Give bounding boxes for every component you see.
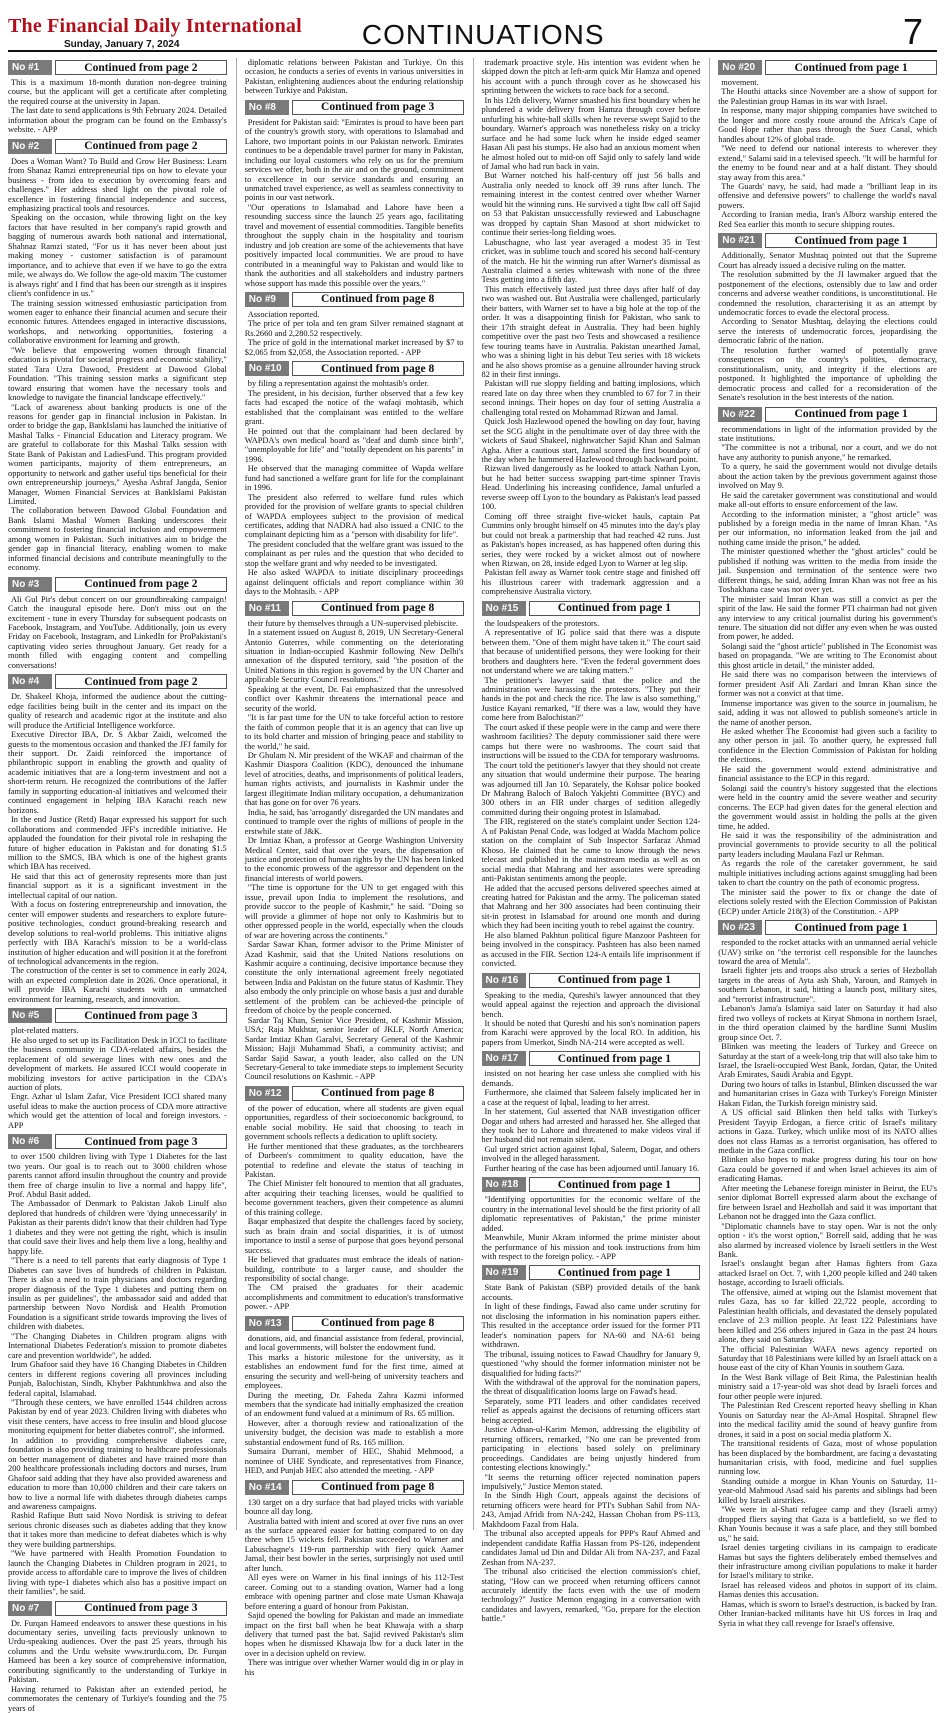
article-paragraph: "Our operations to Islamabad and Lahore have been a resounding success since the launch 25 years ago, facilitating travel and movement of essential commodities. Tangible benefits throughout the supply chain in the hospitality and tourism industry and job creation are some of the achievements that have positively impacted local communities. We are proud to have contributed in a meaningful way to Pakistan and would like to thank the authorities and all stakeholders and industry partners whose support has made this possible over the years." — [244, 202, 464, 288]
article-paragraph: He asked whether The Economist had given such a facility to any other person in jail. To another query, he expressed full confidence in the Election Commission of Pakistan for holding the elections. — [718, 727, 937, 765]
article-paragraph: "The time is opportune for the UN to get engaged with this issue, prevail upon India to implement the resolutions, and provide succor to the people of Kashmir," he said. "Doing so will provide a glimmer of hope not only to Kashmiris but to other oppressed people in the world, especially when the clouds of war are hovering across the continents." — [244, 883, 464, 940]
article-header — [718, 407, 937, 422]
article — [245, 1086, 464, 1312]
article-paragraph: Sardar Sawar Khan, former advisor to the Prime Minister of Azad Kashmir, said that the United Nations resolutions on Kashmir acquire a continuing, decisive importance because they constitute the only international agreement freely negotiated between India and Pakistan on the future status of Kashmir. They also embody the only principle on whose basis a just and durable settlement of the problem can be achieved-the principle of freedom of choice by the people concerned. — [244, 940, 464, 1016]
article-paragraph: The price of per tola and ten gram Silver remained stagnant at Rs.2660 and 2,280.52 respectively. — [244, 319, 464, 338]
article-body — [8, 1026, 227, 1130]
article-paragraph: Having returned to Pakistan after an extended period, he commemorates the centenary of Turkiye's founding and the 75 years of — [8, 1684, 227, 1713]
article — [482, 1265, 701, 1623]
article-header — [482, 973, 701, 988]
article-paragraph: In response, many major shipping companies have switched to the longer and more costly route around the Africa's Cape of Good Hope rather than pass through the Suez Canal, which handles about 12% of global trade. — [718, 106, 937, 144]
article-paragraph: by filing a representation against the mohtasib's order. — [247, 379, 429, 389]
article — [245, 292, 464, 357]
article-paragraph: With a focus on fostering entrepreneurship and innovation, the center will empower students and researchers to explore future-positive technologies, conduct ground-breaking research and develop solutions to real-world problems. This initiative aligns perfectly with IBA Karachi's mission to be a world-class institution of higher education and will position it at the forefront of technological advancements in the region. — [8, 900, 227, 966]
article-number-badge: No #2 — [8, 139, 52, 154]
article-paragraph: The minister said Imran Khan was still a convict as per the spirit of the law. He said the former PTI chairman had not given any interview to any critical journalist during his government's tenure. The situation did not differ any even when he was ousted from power, he added. — [718, 594, 937, 642]
article-paragraph: With the withdrawal of the approval for the nomination papers, the threat of disqualification looms large on Fawad's head. — [481, 1378, 701, 1397]
continued-from-label: Continued from page 2 — [55, 577, 227, 592]
article-number-badge: No #22 — [718, 407, 762, 422]
article-body — [8, 1619, 227, 1713]
article-paragraph: Israel's onslaught began after Hamas fighters from Gaza attacked Israel on Oct. 7, with 1,200 people killed and 240 taken hostage, according to Israeli officials. — [718, 1259, 937, 1288]
article-paragraph: The construction of the center is set to commence in early 2024, with an expected completion date in 2026. Once operational, it will provide IBA Karachi students with an unmatched environment for learning, research, and innovation. — [8, 966, 227, 1004]
article — [245, 361, 464, 596]
article-header — [718, 60, 937, 75]
masthead — [8, 6, 937, 52]
article-header — [718, 920, 937, 935]
article-paragraph: The president concluded that the welfare grant was issued to the complainant as per rules and the question that who decided to stop the welfare grant and why needed to be investigated. — [244, 539, 464, 568]
column-3 — [473, 58, 701, 1624]
article — [8, 139, 227, 573]
article-paragraph: Lebanon's Jama'a Islamiya said later on Saturday it had also fired two volleys of rockets at Kiryat Shmona in northern Israel, in the third operation claimed by the hardline Sunni Muslim group since Oct. 7. — [718, 1004, 937, 1042]
continued-from-label: Continued from page 8 — [292, 361, 464, 376]
article-paragraph: The training session witnessed enthusiastic participation from women eager to enhance their financial acumen and secure their economic futures. Attendees engaged in interactive discussions, workshops, and networking opportunities, fostering a collaborative environment for learning and growth. — [8, 298, 227, 346]
article-paragraph: "There is a need to tell parents that early diagnosis of Type 1 Diabetes can save lives of hundreds of children in Pakistan. There is also a need to train physicians and doctors regarding proper diagnosis of the Type 1 diabetes and putting them on insulin as per guidelines", the ambassador said and added that partnership between Novo Nordisk and Health Promotion Foundation is a significant stride towards improving the lives of children with diabetes. — [8, 1256, 227, 1332]
article-number-badge: No #13 — [245, 1316, 289, 1331]
article — [8, 60, 227, 135]
article-number-badge: No #15 — [482, 601, 526, 616]
article-paragraph: The tribunal also criticised the election commission's chief, stating, "How can we proceed when returning officers cannot accurately identify the facts even with the use of modern technology?" Justice Memon engaging in a conversation with candidates and lawyers, remarked, "Go, prepare for the election battle." — [481, 1567, 701, 1624]
article-paragraph: Israeli fighter jets and troops also struck a series of Hezbollah targets in the areas of Ayta ash Shab, Yaroun, and Ramyeh in southern Lebanon, it said, hitting a launch post, military sites, and "terrorist infrastructure". — [718, 966, 937, 1004]
continued-from-label: Continued from page 1 — [529, 1051, 701, 1066]
article-paragraph: Furthermore, she claimed that Saleem falsely implicated her in a case at the request of Iqbal, leading to her arrest. — [481, 1088, 701, 1107]
article-number-badge: No #23 — [718, 920, 762, 935]
article-paragraph: Speaking at the event, Dr. Fai emphasized that the unresolved conflict over Kashmir threatens the international peace and security of the world. — [244, 684, 464, 713]
article-paragraph: But Warner notched his half-century off just 56 balls and Australia only needed to knock off 39 runs after lunch. The remaining interest in the contest centred over whether Warner would hit the winning runs. He survived a tight lbw call off Sajid on 53 that Pakistan unsuccessfully reviewed and Labuschagne was dropped by captain Shan Masood at short midwicket to continue their series-long fielding woes. — [481, 171, 701, 238]
continued-from-label: Continued from page 8 — [292, 1480, 464, 1495]
article — [245, 1316, 464, 1476]
article-paragraph: The transitional residents of Gaza, most of whose population has been displaced by the bombardment, are facing a devastating humanitarian crisis, with food, medicine and fuel supplies running low. — [718, 1439, 937, 1477]
article-paragraph: The Guards' navy, he said, had made a "brilliant leap in its offensive and defensive powers" to challenge the world's naval powers. — [718, 181, 937, 210]
article-number-badge: No #6 — [8, 1134, 52, 1149]
article — [245, 100, 464, 288]
article-paragraph: Standing outside a morgue in Khan Younis on Saturday, 11-year-old Mahmoud Asad said his parents and siblings had been killed by Israeli airstrikes. — [718, 1476, 937, 1505]
article-paragraph: During the meeting, Dr. Faheda Zahra Kazmi informed members that the syndicate had initially emphasized the creation of an endowment fund valued at a minimum of Rs. 65 million. — [244, 1390, 464, 1419]
article — [8, 674, 227, 1004]
article-paragraph: To a query, he said the government would not divulge details about the action taken by the previous government against those involved on May 9. — [718, 462, 937, 491]
article-body — [482, 1283, 701, 1623]
column-4 — [709, 58, 937, 1628]
article-paragraph: Solangi said the country's history suggested that the elections were held in the country amid the severe weather and security concerns. The ECP had given dates for the general election and the government would assist in holding the polls at the given time, he added. — [718, 783, 937, 831]
article — [718, 920, 937, 1628]
article-paragraph: Irum Ghafoor said they have 16 Changing Diabetes in Children centers in different regions covering all provinces including Punjab, Balochistan, Sindh, Khyber Pakhtunkhwa and also the federal capital, Islamabad. — [8, 1360, 227, 1398]
article-paragraph: This marks a historic milestone for the university, as it establishes an endowment fund for the first time, aimed at ensuring the security and well-being of university teachers and employees. — [244, 1352, 464, 1391]
article-paragraph: He said it was the responsibility of the administration and provincial governments to provide security to all the political party leaders including Maulana Fazl ur Rehman. — [718, 830, 937, 859]
article-header — [482, 1051, 701, 1066]
article-header — [8, 1601, 227, 1616]
article-number-badge: No #17 — [482, 1051, 526, 1066]
continued-from-label: Continued from page 8 — [292, 1316, 464, 1331]
article-body — [8, 692, 227, 1004]
article — [482, 973, 701, 1048]
article-paragraph: diplomatic relations between Pakistan and Turkiye. On this occasion, he conducts a series of events in various universities in Pakistan, enlightening audiences about the enduring relationship between Turkiye and Pakistan. — [244, 58, 464, 96]
article-paragraph: Sumaira Durrani, member of HEC, Shahid Mehmood, a nominee of UHE Syndicate, and representatives from Finance, HED, and Punjab HEC also attended the meeting. - APP — [244, 1447, 464, 1476]
article — [245, 1480, 464, 1678]
article-number-badge: No #14 — [245, 1480, 289, 1495]
article-body — [718, 938, 937, 1628]
article-header — [245, 361, 464, 376]
article-paragraph: It should be noted that Qureshi and his son's nomination papers from Karachi were approved by the local RO. In addition, his papers from Umerkot, Sindh NA-214 were accepted as well. — [481, 1018, 701, 1047]
article — [8, 1134, 227, 1596]
article-paragraph: This is a maximum 18-month duration non-degree training course, but the applicant will get a certificate after completing the required course at the university in Japan. — [8, 78, 227, 106]
article-body — [245, 1104, 464, 1312]
article — [245, 58, 464, 96]
continued-from-label: Continued from page 1 — [765, 920, 937, 935]
continued-from-label: Continued from page 2 — [55, 60, 227, 75]
article-number-badge: No #10 — [245, 361, 289, 376]
article-paragraph: the loudspeakers of the protestors. — [484, 618, 600, 628]
article-paragraph: President for Pakistan said: "Emirates is proud to have been part of the country's growth story, with operations to Islamabad and Lahore, two important points in our Pakistan network. Emirates continues to be a dependable travel partner for many in Pakistan, including our loyal customers who rely on us for the premium services we offer, both in the air and on the ground, commitment to excellence in our service standards and ensuring an unmatched travel experience, as well as seamless connectivity to points in our vast network. — [244, 117, 464, 203]
article-body — [8, 157, 227, 573]
article-header — [482, 601, 701, 616]
article-paragraph: Coming off three straight five-wicket hauls, captain Pat Cummins only brought himself on 45 minutes into the day's play but could not break a partnership that had reached 42 runs. Just as Pakistan's hopes increased, as has happened often during this series, they were rocked by a wicket almost out of nowhere when Rizwan, on 28, inside edged Lyon to Warner at leg slip. — [481, 511, 701, 569]
article-paragraph: plot-related matters. — [11, 1026, 79, 1036]
article-paragraph: Sajid opened the bowling for Pakistan and made an immediate impact on the first ball when he beat Khawaja with a sharp delivery that turned past the bat. Sajid revived Pakistan's slim hopes when he dismissed Khawaja lbw for a duck later in the over in a decision upheld on review. — [244, 1611, 464, 1658]
article-paragraph: Further hearing of the case has been adjourned until January 16. — [484, 1163, 700, 1173]
article-paragraph: In light of these findings, Fawad also came under scrutiny for not disclosing the information in his nomination papers either. This resulted in the acceptance order issued for the former PTI leader's nomination papers for NA-60 and NA-61 being withdrawn. — [481, 1302, 701, 1350]
article-paragraph: In the West Bank village of Beit Rima, the Palestinian health ministry said a 17-year-old was shot dead by Israeli forces and four other people were injured. — [718, 1372, 937, 1401]
article-paragraph: The president, in his decision, further observed that a few key facts had escaped the notice of the wafaqi mohtasib, which established that the complainant was entitled to the welfare grant. — [244, 388, 464, 427]
article-body — [482, 619, 701, 969]
article-paragraph: Association reported. — [247, 309, 320, 319]
article-paragraph: Engr. Azhar ul Islam Zafar, Vice President ICCI shared many useful ideas to make the auction process of CDA more attractive which would get the attention of local and foreign investors. - APP — [8, 1092, 227, 1130]
article-number-badge: No #12 — [245, 1086, 289, 1101]
article-paragraph: However, after a thorough review and rationalization of the university budget, the decision was made to establish a more substantial endowment fund of Rs. 165 million. — [244, 1418, 464, 1447]
article-paragraph: He pointed out that the complainant had been declared by WAPDA's own medical board as "deaf and dumb since birth", "unemployable for life" and "totally dependent on his parents" in 1996. — [244, 426, 464, 464]
article-paragraph: The minister questioned whether the "ghost articles" could be published if nothing was written to the media from inside the jail. Suspension and termination of the sentence were two different things, he said, adding Imran Khan was not free as his Toshakhana case was not over yet. — [718, 547, 937, 595]
article-header — [482, 1265, 701, 1280]
article-paragraph: "Through these centers, we have enrolled 1544 children across Pakistan by end of year 2023. Children living with diabetes who visit these centers, have access to free insulin and blood glucose monitoring equipment for better diabetes control", she informed. — [8, 1398, 227, 1436]
continued-from-label: Continued from page 2 — [55, 674, 227, 689]
continued-from-label: Continued from page 2 — [55, 139, 227, 154]
article-paragraph: Sardar Taj Khan, Senior Vice President, of Kashmir Mission, USA; Raja Mukhtar, senior leader of JKLF, North America; Sardar Imtiaz Khan Garalvi, Secretary General of the Kashmir Mission; Hajji Muhammad Shafi, a community activist; and Sardar Sajid Sawar, a youth leader, also called on the UN Secretary-General to take immediate steps to implement Security Council resolutions on Kashmir. - APP — [244, 1015, 464, 1082]
article-paragraph: "It seems the returning officer rejected nomination papers impulsively," Justice Memon stated. — [481, 1472, 701, 1491]
article-paragraph: The collaboration between Dawood Global Foundation and Bank Islami Mashal Women Banking underscores their commitment to fostering financial inclusion and empowerment among women in Pakistan. Such initiatives aim to bridge the gender gap in financial literacy, enabling women to make informed financial decisions and contribute meaningfully to the economy. — [8, 506, 227, 573]
article — [8, 1601, 227, 1713]
article — [718, 233, 937, 402]
continued-from-label: Continued from page 3 — [292, 100, 464, 115]
article-paragraph: Gul urged strict action against Iqbal, Saleem, Dogar, and others involved in the alleged harassment. — [481, 1144, 701, 1164]
article — [482, 58, 701, 597]
article-paragraph: The resolution further warned of potentially grave consequences on the country's polities, democracy, constitutionalism, unity, and integrity if the elections are postponed. It highlighted the importance of upholding the democratic process and called for a reconsideration of the Senate's resolution in the best interests of the nation. — [718, 345, 937, 403]
article-paragraph: He observed that the managing committee of Wapda welfare fund had sanctioned a welfare grant for life for the complainant in 1996. — [244, 464, 464, 493]
article-header — [245, 292, 464, 307]
article-paragraph: "The committee is not a tribunal, nor a court, and we do not have any authority to punish anyone," he remarked. — [718, 443, 937, 462]
article-header — [245, 1086, 464, 1101]
article-header — [8, 139, 227, 154]
article-paragraph: As regards the role of the caretaker government, he said multiple initiatives including actions against smuggling had been taken to chart the country on the path of economic progress. — [718, 859, 937, 888]
article-number-badge: No #11 — [245, 601, 289, 616]
article-paragraph: The offensive, aimed at wiping out the Islamist movement that rules Gaza, has so far killed 22,722 people, according to Palestinian health officials, and devastated the densely populated enclave of 2.3 million people. At least 122 Palestinians have been killed and 256 others injured in Gaza in the past 24 hours alone, they said on Saturday. — [718, 1287, 937, 1345]
article-paragraph: The price of gold in the international market increased by $7 to $2,065 from $2,058, the Association reported. - APP — [244, 338, 464, 357]
article-number-badge: No #4 — [8, 674, 52, 689]
article-paragraph: After meeting the Lebanese foreign minister in Beirut, the EU's senior diplomat Borrell expressed alarm about the exchange of fire between Israel and Hezbollah and said it was important that Lebanon not be dragged into the Gaza conflict. — [718, 1183, 937, 1222]
article-paragraph: insisted on not hearing her case unless she complied with his demands. — [481, 1069, 701, 1088]
article-number-badge: No #3 — [8, 577, 52, 592]
article-paragraph: The court asked if these people were in the camp and were there washroom facilities? The deputy commissioner said there were camps but there were no washrooms. The court said that instructions will be issued to the CDA for temporary washrooms. — [481, 722, 701, 761]
article-paragraph: Additionally, Senator Mushtaq pointed out that the Supreme Court has already issued a decisive ruling on the matter. — [718, 251, 937, 270]
column-1 — [8, 58, 227, 1713]
article-paragraph: State Bank of Pakistan (SBP) provided details of the bank accounts. — [481, 1283, 701, 1302]
article-header — [8, 577, 227, 592]
article-body — [8, 595, 227, 671]
article-number-badge: No #9 — [245, 292, 289, 307]
article-number-badge: No #8 — [245, 100, 289, 115]
article-paragraph: The resolution submitted by the JI lawmaker argued that the postponement of the elections, ostensibly due to law and order concerns and adverse weather conditions, is unconstitutional. He condemned the resolution, characterising it as an attempt by undemocratic forces to evade the electoral process. — [718, 270, 937, 317]
article-paragraph: Pakistan will rue sloppy fielding and batting implosions, which reared late on day three when they crumbled to 67 for 7 in their second innings. Their hopes on day four of setting Australia a challenging total rested on Mohammad Rizwan and Jamal. — [481, 379, 701, 417]
article-paragraph: In his 12th delivery, Warner smashed his first boundary when he plundered a wide delivery from Hamza through cover before unfurling his white-ball skills when he reverse swept Sajid to the boundary. Warner's approach was nonetheless risky on a tricky surface and he had some luck when he inside edged seamer Hasan Ali past his stumps. He also had an anxious moment when he almost holed out to mid-on off Sajid only to safely land wide of Jamal who had run back in vain. — [481, 95, 701, 171]
article — [482, 1051, 701, 1173]
article-paragraph: He said the caretaker government was constitutional and would make all-out efforts to ensure enforcement of the law. — [718, 490, 937, 510]
article-paragraph: In her statement, Gul asserted that NAB investigation officer Dogar and others had arrested and harassed her. She alleged that they took her to Lahore and threatened to make videos viral if her husband did not remain silent. — [481, 1107, 701, 1145]
article-paragraph: Israel has released videos and photos in support of its claim. Hamas denies this accusation. — [718, 1580, 937, 1600]
article-paragraph: The court told the petitioner's lawyer that they should not create any situation that would undermine their purpose. The hearing was adjourned till Jan 10. Separately, the Kohsar police booked Dr Mahrang Baloch of Baloch Yakjehti Committee (BYC) and 300 others in an FIR under charges of sedition allegedly committed during their ongoing protest in Islamabad. — [481, 760, 701, 817]
article-paragraph: "We believe that empowering women through financial education is pivotal for societal progress and economic stability," stated Tara Uzra Dawood, President at Dawood Global Foundation. "This training session marks a significant step toward ensuring that women have the necessary tools and knowledge to navigate the financial landscape effectively." — [8, 345, 227, 403]
article-body — [245, 58, 464, 96]
article-header — [245, 601, 464, 616]
article-number-badge: No #5 — [8, 1008, 52, 1023]
article-paragraph: He also urged to set up its Facilitation Desk in ICCI to facilitate the business community in CDA-related affairs, besides the replacement of old sewerage lines with new ones and the development of markets. He assured ICCI would cooperate in mobilizing investors for active participation in the CDA's auction of plots. — [8, 1035, 227, 1092]
article-body — [245, 379, 464, 596]
continued-from-label: Continued from page 8 — [292, 601, 464, 616]
article-paragraph: This match effectively lasted just three days after half of day two was washed out. But Australia were challenged, particularly their batters, with Warner set to have a big hole at the top of the order. It was a disappointing finish for Pakistan, who sank to their 17th straight defeat in Australia. They had been highly competitive over the past two Tests and showcased a resilience few touring teams have in Australia. Pakistan unearthed Jamal, who was a shining light in his debut Test series with 18 wickets and he also shows promise as a genuine allrounder having struck 82 in their first innings. — [481, 284, 701, 379]
article-paragraph: Justice Adnan-ul-Karim Memon, addressing the eligibility of returning officers, remarked, "No one can be prevented from participating in elections based solely on preliminary proceedings. Candidates are being unjustly hindered from contesting elections knowingly." — [481, 1425, 701, 1473]
article-paragraph: "Identifying opportunities for the economic welfare of the country in the international level should be the first priority of all diplomatic representatives of Pakistan," the prime minister added. — [481, 1195, 701, 1233]
article-paragraph: Hamas, which is sworn to Israel's destruction, is backed by Iran. Other Iranian-backed militants have hit US forces in Iraq and Syria in what they call revenge for Israel's offensive. — [718, 1599, 937, 1628]
article-paragraph: Pakistan fell away as Warner took centre stage and finished off his illustrious career with trademark aggression and a comprehensive Australia victory. — [481, 568, 701, 597]
article-body — [482, 1195, 701, 1261]
article-paragraph: "We have partnered with Health Promotion Foundation to launch the Changing Diabetes in Children program in 2021, to provide access to affordable care to improve the lives of children living with type-1 diabetes which also has a positive impact on their families", he said. — [8, 1549, 227, 1597]
article-paragraph: Dr. Shakeel Khoja, informed the audience about the cutting-edge facilities being built in the center and its impact on the quality of research and academic rigor at the institute and also will produce the Artificial Intelligence workforce. — [8, 692, 227, 730]
article-paragraph: Speaking on the occasion, while throwing light on the key factors that have resulted in her company's rapid growth and bagging of numerous awards both national and international, Shahnaz Ramzi stated, "For us it has never been about just making money - customer satisfaction is of paramount importance, and to achieve that even if we have to go the extra mile, we always do. We follow the age-old maxim 'The customer is always right' and I find that has been our strength as it inspires client's confidence in us." — [8, 213, 227, 299]
article-paragraph: "It is far past time for the UN to take forceful action to restore the faith of common people that it is an agency that can live up to its bold charter and mission of bringing peace and stability to the world," he said. — [244, 713, 464, 751]
continued-from-label: Continued from page 1 — [529, 1177, 701, 1192]
article-number-badge: No #16 — [482, 973, 526, 988]
article-number-badge: No #20 — [718, 60, 762, 75]
article-paragraph: Dr Imtiaz Khan, a professor at George Washington University Medical Center, said that over the years, the dispensation of justice and protection of human rights by the UN has been linked to the economic prowess of the aggressor and dependent on the financial interests of world powers. — [244, 836, 464, 883]
article-body — [482, 1069, 701, 1173]
article-paragraph: Israel denies targeting civilians in its campaign to eradicate Hamas but says the fighters deliberately embed themselves and their infrastructure among civilian populations to make it harder for Israel's military to strike. — [718, 1543, 937, 1581]
article — [245, 601, 464, 1082]
article-paragraph: All eyes were on Warner in his final innings of his 112-Test career. Coming out to a standing ovation, Warner had a long embrace with opening partner and close mate Usman Khawaja before entering a guard of honour from Pakistan. — [244, 1573, 464, 1611]
article-paragraph: "The Changing Diabetes in Children program aligns with International Diabetes Federation's mission to promote diabetes care and prevention worldwide", he added. — [8, 1331, 227, 1360]
article-paragraph: Blinken was meeting the leaders of Turkey and Greece on Saturday at the start of a week-long trip that will also take him to Israel, the Israeli-occupied West Bank, Jordan, Qatar, the United Arab Emirates, Saudi Arabia and Egypt. — [718, 1042, 937, 1080]
article-paragraph: Does a Woman Want? To Build and Grow Her Business: Learn from Shanaz Ramzi entrepreneurial tips on how to elevate your business - from idea to execution by overcoming fears and challenges." Her address shed light on the pivotal role of excellence in fostering financial independence and success, emphasizing practical tools and resources. — [8, 156, 227, 213]
article-paragraph: He added that the accused persons delivered speeches aimed at creating hatred for Pakistan and the army. The policeman stated that Mahrang and her 300 associates had been continuing their sit-in protest in Islamabad for around one month and during which they had been inciting youth to rebel against the country. — [481, 883, 701, 931]
article-paragraph: According to Senator Mushtaq, delaying the elections could serve the interests of undemocratic forces, jeopardising the democratic fabric of the nation. — [718, 317, 937, 346]
article-paragraph: recommendations in light of the information provided by the state institutions. — [718, 424, 937, 443]
columns — [8, 58, 937, 1713]
article — [482, 601, 701, 969]
article-header — [245, 100, 464, 115]
article-paragraph: "Lack of awareness about banking products is one of the reasons for gender gap in financial inclusion in Pakistan. In order to bridge the gap, BankIslami has launched the initiative of Mashal Talks - Financial Education and Literacy program. We are grateful to collaborate for this Mashal Talks session with State Bank of Pakistan and LadiesFund. This program provided women participants, majority of them entrepreneurs, an opportunity to network and gather useful tips beneficial for their own entrepreneurship journeys," Ayesha Ashraf Jangda, Senior Manager, Women Financial Services at BankIslami Pakistan Limited. — [8, 402, 227, 507]
article-paragraph: Speaking to the media, Qureshi's lawyer announced that they would appeal against the rejection and approach the divisional bench. — [481, 990, 701, 1019]
article-paragraph: Dr. Furqan Hameed endeavors to answer these questions in his documentary series, unveiling facts previously unknown to Urdu-speaking audiences. Over the past 25 years, through his columns and the Urdu website www.trurdu.com, Dr. Furqan Hameed has been a key source of comprehensive information, contributing significantly to the understanding of Turkiye in Pakistan. — [8, 1618, 227, 1685]
article-paragraph: Rizwan lived dangerously as he looked to attack Nathan Lyon, but he had better success swapping part-time spinner Travis Head. Underlining his increasing confidence, Jamal unfurled a reverse sweep off Lyon to the boundary as Pakistan's lead passed 100. — [481, 464, 701, 512]
article-paragraph: A US official said Blinken then held talks with Turkey's President Tayyip Erdogan, a fierce critic of Israel's military actions in Gaza. Turkey, which unlike most of its NATO allies does not class Hamas as a terrorist organisation, has offered to mediate in the Gaza conflict. — [718, 1108, 937, 1156]
article-body — [245, 1334, 464, 1476]
article-paragraph: "We need to defend our national interests to wherever they extend," Salami said in a televised speech. "It will be harmful for the enemy to be found near and at a half distant. They should stay away from this area." — [718, 144, 937, 182]
page-number: 7 — [902, 11, 923, 52]
article-paragraph: The official Palestinian WAFA news agency reported on Saturday that 18 Palestinians were killed by an Israeli attack on a house east of the city of Khan Younis in southern Gaza. — [718, 1344, 937, 1373]
article-body — [245, 1498, 464, 1678]
article-number-badge: No #19 — [482, 1265, 526, 1280]
article-paragraph: 130 target on a dry surface that had played tricks with variable bounce all day long. — [244, 1497, 464, 1517]
article-paragraph: In the Sindh High Court, appeals against the decisions of returning officers were heard for PTI's Subhan Sahil from NA-243, Amjad Afridi from NA-242, Hassan Chohan from PS-113, Makhdoom Fazal from Hala. — [481, 1491, 701, 1529]
continued-from-label: Continued from page 8 — [292, 292, 464, 307]
article-paragraph: Baqar emphasized that despite the challenges faced by society, such as brain drain and social disparities, it is of utmost importance to instil a sense of purpose that goes beyond personal success. — [244, 1217, 464, 1255]
article-paragraph: Dr Ghulam N. Mir president of the WKAF and chairman of the Kashmir Diaspora Coalition (KDC), denounced the inhumane level of atrocities, deaths, and imprisonments of political leaders, human rights activists, and journalists in Kashmir under the largest illegitimate Indian military occupation, a dehumanization that has gone on for over 76 years. — [244, 751, 464, 808]
article-paragraph: A representative of IG police said that there was a dispute between them. "One of them might have taken it." The court said that because of unidentified persons, they were looking for their brothers and daughters here. "Even the federal government does not understand where we are taking matters." — [481, 628, 701, 676]
article-paragraph: Solangi said the "ghost article" published in The Economist was based on propaganda. "We are writing to The Economist about this ghost article in detail," the minister added. — [718, 641, 937, 670]
article-body — [718, 78, 937, 229]
article-paragraph: According to the information minister, a "ghost article" was published by a foreign media in the name of Imran Khan. "As per our information, no information leaked from the jail and nothing came inside the prison," he added. — [718, 509, 937, 547]
article-paragraph: He believed that graduates must embrace the ideals of nation-building, contribute to a larger cause, and shoulder the responsibility of social change. — [244, 1255, 464, 1284]
article-paragraph: The FIR, registered on the state's complaint under Section 124-A of Pakistan Penal Code, was lodged at Wadda Machom police station on the complaint of Sub Inspector Sarfaraz Ahmad Khoso. He claimed that he came to know through the news telecast and published in the mainstream media as well as on social media that Mahrang and her associates were spreading anti-Pakistan sentiments among the people. — [481, 817, 701, 884]
article-paragraph: Australia batted with intent and scored at over five runs an over as the surface appeared easier for batting compared to on day three when 15 wickets fell. Pakistan succeeded to Warner and Labuschagne's 119-run partnership with fiery quick Aamer Jamal, their best bowler in the series, surprisingly not used until after lunch. — [244, 1516, 464, 1573]
continued-from-label: Continued from page 3 — [55, 1601, 227, 1616]
continued-from-label: Continued from page 3 — [55, 1008, 227, 1023]
article-paragraph: According to Iranian media, Iran's Alborz warship entered the Red Sea earlier this month to secure shipping routes. — [718, 210, 937, 229]
article-paragraph: The Ambassador of Denmark to Pakistan Jakob Linulf also deplored that hundreds of children were 'dying unnecessarily' in Pakistan as their parents didn't know that their children had Type 1 diabetes and they were not getting the right, which is insulin that could save their lives and help them live a long, healthy and happy life. — [8, 1199, 227, 1256]
article-body — [245, 310, 464, 357]
article-paragraph: He said the government would extend administrative and financial assistance to the ECP in this regard. — [718, 764, 937, 784]
article-body — [8, 1152, 227, 1596]
article-paragraph: trademark proactive style. His intention was evident when he skipped down the pitch at left-arm quick Mir Hamza and opened his account with a punch through cover as he showcased his sprinting between the wickets to race back for a second. — [481, 58, 701, 96]
article-paragraph: He also blamed Pakhtun political figure Manzoor Pashteen for being involved in the conspiracy. Pashteen has also been named as accused in the FIR. Section 124-A entails life imprisonment if convicted. — [481, 930, 701, 969]
continued-from-label: Continued from page 3 — [55, 1134, 227, 1149]
article-paragraph: He further mentioned that these graduates, as the torchbearers of Durbeen's commitment to quality education, have the potential to redefine and elevate the status of teaching in Pakistan. — [244, 1141, 464, 1180]
masthead-left — [8, 16, 302, 50]
continued-from-label: Continued from page 8 — [292, 1086, 464, 1101]
article-paragraph: Rashid Rafique Butt said Novo Nordisk is striving to defeat serious chronic diseases such as diabetes adding that they know that it takes more than medicine to defeat diabetes which is why they were building partnerships. — [8, 1511, 227, 1549]
issue-date: Sunday, January 7, 2024 — [64, 39, 180, 50]
paper-name: The Financial Daily International — [8, 15, 302, 37]
article-paragraph: "Diplomatic channels have to stay open. War is not the only option - it's the worst option," Borrell said, adding that he was also alarmed by increased violence by Israeli settlers in the West Bank. — [718, 1221, 937, 1260]
article-paragraph: Ali Gul Pir's debut concert on our groundbreaking campaign! Catch the inaugural episode here. Don't miss out on the excitement - tune in every Thursday for subsequent podcasts on Facebook, Instagram, and YouTube. Additionally, join us every Friday on Facebook, Instagram, and LinkedIn for ProPakistani's captivating video series throughout January. Get ready for a month filled with engaging content and compelling conversations! — [8, 594, 227, 670]
article — [718, 407, 937, 917]
article-paragraph: In the end Justice (Retd) Baqar expressed his support for such collaborations and commended JFF's incredible initiative. He applauded the foundation for their pivotal role in reshaping the future of higher education in Pakistan and for donating $1.5 million to the SMCS, IBA which is one of the highest grants which IBA has received. — [8, 815, 227, 872]
article-paragraph: Immense importance was given to the source in journalism, he said, adding it was not allowed to publish someone's article in the name of another person. — [718, 698, 937, 727]
article-paragraph: The Chief Minister felt honoured to mention that all graduates, after acquiring their teaching licenses, would be qualified to become government teachers, given their competence as alumni of this training college. — [244, 1179, 464, 1217]
article-number-badge: No #21 — [718, 233, 762, 248]
article-body — [482, 58, 701, 597]
article-body — [718, 251, 937, 402]
article-paragraph: He said that this act of generosity represents more than just financial support as it is a significant investment in the intellectual capital of our nation. — [8, 871, 227, 900]
continued-from-label: Continued from page 1 — [529, 601, 701, 616]
article-paragraph: "We were in al-Shati refugee camp and they (Israeli army) dropped fliers saying that Gaza is a battlefield, so we fled to Khan Younis because it was a safe place, and they still bombed us," he said. — [718, 1505, 937, 1543]
article-paragraph: Blinken also hopes to make progress during his tour on how Gaza could be governed if and when Israel achieves its aim of eradicating Hamas. — [718, 1155, 937, 1184]
article-header — [245, 1316, 464, 1331]
continued-from-label: Continued from page 1 — [529, 973, 701, 988]
article-paragraph: During two hours of talks in Istanbul, Blinken discussed the war and humanitarian crises in Gaza with Turkey's Foreign Minister Hakan Fidan, the Turkish foreign ministry said. — [718, 1079, 937, 1108]
article-paragraph: There was intrigue over whether Warner would dig in or play in his — [244, 1658, 464, 1677]
article-body — [245, 118, 464, 288]
article-body — [8, 78, 227, 135]
article — [8, 1008, 227, 1130]
article-number-badge: No #18 — [482, 1177, 526, 1192]
article-paragraph: Meanwhile, Munir Akram informed the prime minister about the performance of his mission and took instructions from him with respect to the foreign policy. - APP — [481, 1233, 701, 1262]
article-paragraph: their future by themselves through a UN-supervised plebiscite. — [247, 618, 459, 628]
article-header — [8, 1134, 227, 1149]
article-paragraph: The last date to send applications is 9th February 2024. Detailed information about the program can be found on the Embassy's website. - APP — [8, 106, 227, 135]
article-header — [245, 1480, 464, 1495]
article-paragraph: responded to the rocket attacks with an unmanned aerial vehicle (UAV) strike on "the terrorist cell responsible for the launches toward the area of Metula". — [718, 938, 937, 966]
article-header — [8, 1008, 227, 1023]
continued-from-label: Continued from page 1 — [765, 233, 937, 248]
article-body — [718, 425, 937, 917]
article-paragraph: of the power of education, where all students are given equal opportunities, regardless of their socioeconomic background, to enable social mobility. He said that choosing to teach in government schools reflects a dedication to uplift society. — [244, 1103, 464, 1142]
article — [8, 577, 227, 671]
continued-from-label: Continued from page 1 — [765, 60, 937, 75]
article-header — [8, 60, 227, 75]
article-header — [718, 233, 937, 248]
article-body — [245, 619, 464, 1082]
article-paragraph: Separately, some PTI leaders and other candidates received relief as appeals against the decisions of returning officers start being accepted. — [481, 1396, 701, 1425]
article-paragraph: movement. — [721, 78, 759, 87]
article-paragraph: In addition to providing comprehensive diabetes care, foundation is also providing training to healthcare professionals on better management of diabetes and have trained more than 200 healthcare professionals including doctors and nurses, Irum Ghafoor said adding that they have also provided awareness and education to more than 10,000 children and their care takers on how to live a normal life with diabetes through diabetes camps and awareness campaigns. — [8, 1435, 227, 1511]
article-number-badge: No #7 — [8, 1601, 52, 1616]
continued-from-label: Continued from page 1 — [765, 407, 937, 422]
article-paragraph: He also asked WAPDA to initiate disciplinary proceedings against delinquent officials and report compliance within 30 days to the Mohtasib. - APP — [244, 568, 464, 597]
column-2 — [236, 58, 464, 1677]
article-paragraph: The tribunal also accepted appeals for PPP's Rauf Ahmed and independent candidate Raffia Hassan from PS-126, independent candidates Jamal ud Din and Dildar Ali from NA-237, and Fazal Zeshan from NA-237. — [481, 1529, 701, 1567]
article-body — [482, 991, 701, 1048]
article-paragraph: The petitioner's lawyer said that the police and the administration were harassing the protestors. "They put their hands in the pot and check the rice. The law is also something," Justice Kayani remarked, "If there was a law, would they have come here from Balochistan?" — [481, 675, 701, 723]
section-title: CONTINUATIONS — [361, 19, 605, 50]
article-paragraph: Executive Director IBA, Dr. S Akbar Zaidi, welcomed the guests to the momentous occasion and thanked the JFJ family for their support. Dr. Zaidi reinforced the importance of philanthropic support in enabling the growth and quality of academic initiatives that are a long-term investment and not a short-term return. He recognized the contributions of the Jaffer family in supporting education-al initiatives and welcomed their continued engagement in helping IBA Karachi reach new horizons. — [8, 730, 227, 815]
article-paragraph: The CM praised the graduates for their academic accomplishments and commitment to education's transformative power. - APP — [244, 1283, 464, 1312]
article-header — [8, 674, 227, 689]
article-paragraph: India, he said, has 'arrogantly' disregarded the UN mandates and continued to trample over the rights of millions of people in the erstwhile state of J&K. — [244, 807, 464, 836]
article-paragraph: The minister said the power to fix or change the date of elections solely rested with the Election Commission of Pakistan (ECP) under Article 218(3) of the Constitution. - APP — [718, 887, 937, 916]
article-paragraph: Labuschagne, who last year averaged a modest 35 in Test cricket, was in sublime touch and scored his second half-century of the match. He hit the winning run after Warner's dismissal as Australia claimed a series whitewash with none of the three Tests getting into a fifth day. — [481, 237, 701, 285]
article-paragraph: The Houthi attacks since November are a show of support for the Palestinian group Hamas in its war with Israel. — [718, 87, 937, 106]
article-paragraph: donations, aid, and financial assistance from federal, provincial, and local governments, will bolster the endowment fund. — [244, 1333, 464, 1353]
article-paragraph: He said there was no comparison between the interviews of former president Asif Ali Zardari and Imran Khan since the former was not a convict at that time. — [718, 670, 937, 699]
article — [482, 1177, 701, 1261]
article-paragraph: In a statement issued on August 8, 2019, UN Secretary-General Antonio Guterres, while commenting on the deteriorating situation in Indian-occupied Kashmir following New Delhi's annexation of the disputed territory, said "the position of the United Nations in this region is governed by the UN Charter and applicable Security Council resolutions." — [244, 628, 464, 685]
article-paragraph: to over 1500 children living with Type 1 Diabetes for the last two years. Our goal is to reach out to 3000 children whose parents cannot afford insulin throughout the country and provide them free of charge insulin to live a normal and happy life", Prof. Abdul Basit added. — [8, 1152, 227, 1200]
article — [718, 60, 937, 229]
article-paragraph: Quick Josh Hazlewood opened the bowling on day four, having set the SCG alight in the penultimate over of day three with the wickets of Saud Shakeel, nightwatcher Sajid Khan and Salman Agha. After a cautious start, Jamal scored the first boundary of the day when he hammered Hazlewood through backward point. — [481, 417, 701, 465]
article-paragraph: The president also referred to welfare fund rules which provided for the provision of welfare grants to special children of WAPDA employees subject to the provision of medical certificates, adding that NADRA had also issued a CNIC to the complainant depicting him as a "person with disability for life". — [244, 492, 464, 540]
article-paragraph: The tribunal, issuing notices to Fawad Chaudhry for January 9, questioned "why should the former information minister not be disqualified for hiding facts?" — [481, 1349, 701, 1378]
article-header — [482, 1177, 701, 1192]
continued-from-label: Continued from page 1 — [529, 1265, 701, 1280]
article-paragraph: The Palestinian Red Crescent reported heavy shelling in Khan Younis on Saturday near the Al-Amal Hospital. Shrapnel flew into the medical facility amid the sound of heavy gunfire from drones, it said in a post on social media platform X. — [718, 1401, 937, 1439]
article-number-badge: No #1 — [8, 60, 52, 75]
